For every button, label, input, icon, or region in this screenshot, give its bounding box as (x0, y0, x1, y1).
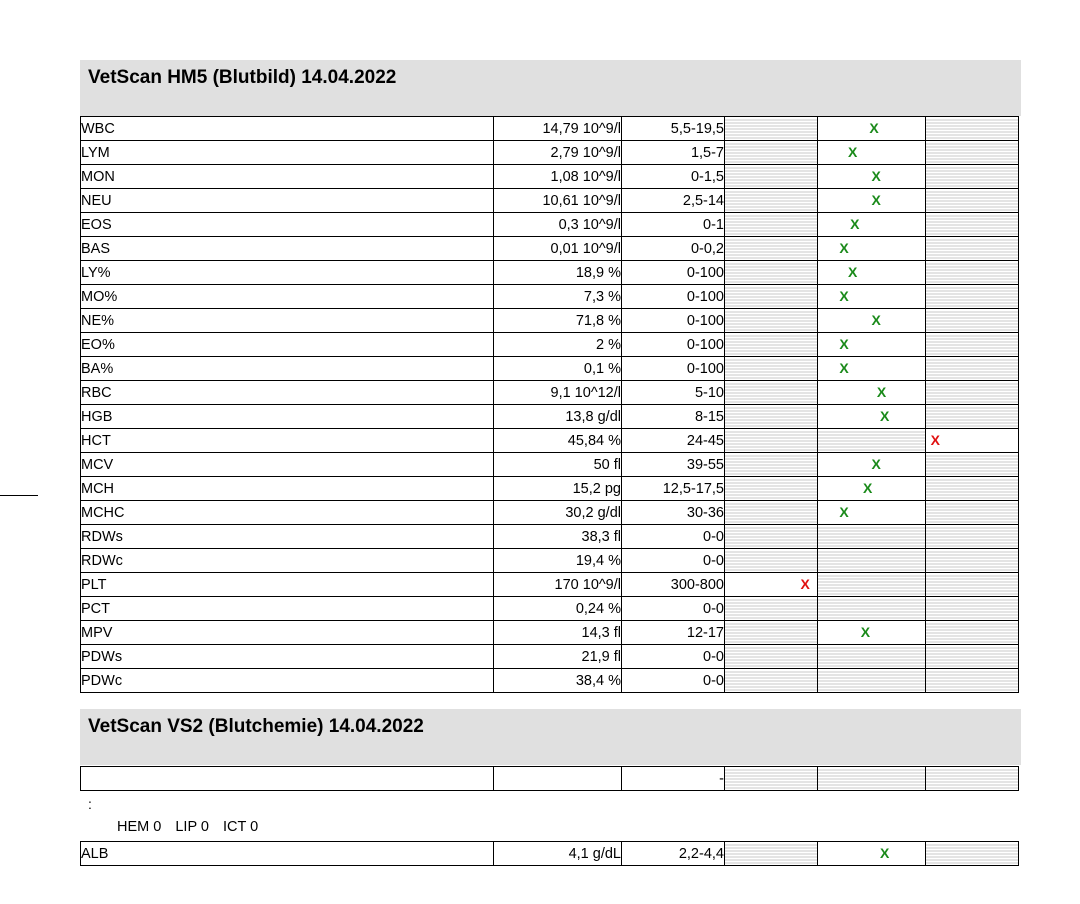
parameter-name: RBC (81, 381, 494, 405)
reference-range: 0-0 (622, 597, 725, 621)
hem-index: HEM 0 (117, 819, 162, 835)
reference-range: 39-55 (622, 453, 725, 477)
vs2-blank-table (80, 766, 1019, 791)
range-band-high (926, 767, 1019, 791)
range-band-high (926, 357, 1019, 381)
range-band-normal (818, 621, 926, 645)
result-value: 0,1 % (494, 357, 622, 381)
sample-indices (117, 819, 268, 835)
range-band-normal (818, 669, 926, 693)
vs2-section-title: VetScan VS2 (Blutchemie) 14.04.2022 (88, 716, 424, 737)
result-value: 18,9 % (494, 261, 622, 285)
reference-range: 0-0 (622, 669, 725, 693)
range-band-low (725, 842, 818, 866)
range-band-low (725, 237, 818, 261)
range-band-low (725, 453, 818, 477)
range-band-high (926, 165, 1019, 189)
range-band-normal (818, 549, 926, 573)
parameter-name: BAS (81, 237, 494, 261)
range-band-low (725, 597, 818, 621)
result-marker: X (880, 408, 890, 424)
table-row (81, 261, 1019, 285)
parameter-name: PDWc (81, 669, 494, 693)
range-band-high (926, 285, 1019, 309)
parameter-name: RDWc (81, 549, 494, 573)
reference-range: 0-0 (622, 525, 725, 549)
range-band-high (926, 453, 1019, 477)
range-band-low (725, 141, 818, 165)
reference-range: - (622, 767, 725, 791)
reference-range: 0-0 (622, 549, 725, 573)
range-band-normal (818, 573, 926, 597)
range-band-high (926, 213, 1019, 237)
range-band-high (926, 381, 1019, 405)
parameter-name: PCT (81, 597, 494, 621)
range-band-low (725, 261, 818, 285)
result-marker: X (839, 288, 849, 304)
range-band-normal (818, 405, 926, 429)
range-band-normal (818, 525, 926, 549)
range-band-high (926, 597, 1019, 621)
range-band-normal (818, 501, 926, 525)
result-value: 19,4 % (494, 549, 622, 573)
result-marker: X (871, 456, 881, 472)
parameter-name: EO% (81, 333, 494, 357)
result-value: 4,1 g/dL (494, 842, 622, 866)
result-marker: X (800, 576, 810, 592)
range-band-high (926, 621, 1019, 645)
parameter-name: MCV (81, 453, 494, 477)
range-band-low (725, 333, 818, 357)
range-band-high (926, 405, 1019, 429)
table-row (81, 621, 1019, 645)
table-row (81, 453, 1019, 477)
range-band-high (926, 141, 1019, 165)
parameter-name: MON (81, 165, 494, 189)
range-band-high (926, 429, 1019, 453)
range-band-low (725, 621, 818, 645)
range-band-high (926, 501, 1019, 525)
range-band-normal (818, 165, 926, 189)
result-marker: X (839, 504, 849, 520)
reference-range: 2,5-14 (622, 189, 725, 213)
hm5-section-title: VetScan HM5 (Blutbild) 14.04.2022 (88, 67, 397, 88)
reference-range: 0-100 (622, 285, 725, 309)
parameter-name: HGB (81, 405, 494, 429)
parameter-name: EOS (81, 213, 494, 237)
result-value: 30,2 g/dl (494, 501, 622, 525)
reference-range: 0-100 (622, 333, 725, 357)
parameter-name: MO% (81, 285, 494, 309)
table-row (81, 285, 1019, 309)
reference-range: 300-800 (622, 573, 725, 597)
ict-index: ICT 0 (223, 819, 259, 835)
range-band-normal (818, 237, 926, 261)
result-marker: X (847, 264, 858, 280)
result-marker: X (876, 384, 887, 400)
range-band-low (725, 285, 818, 309)
parameter-name: BA% (81, 357, 494, 381)
result-value: 2 % (494, 333, 622, 357)
result-marker: X (869, 120, 879, 136)
table-row (81, 429, 1019, 453)
table-row (81, 549, 1019, 573)
table-row (81, 501, 1019, 525)
table-row (81, 645, 1019, 669)
parameter-name: RDWs (81, 525, 494, 549)
parameter-name: PDWs (81, 645, 494, 669)
table-row (81, 165, 1019, 189)
result-value: 9,1 10^12/l (494, 381, 622, 405)
result-value: 0,24 % (494, 597, 622, 621)
parameter-name: LY% (81, 261, 494, 285)
result-marker: X (839, 336, 849, 352)
range-band-high (926, 237, 1019, 261)
range-band-normal (818, 357, 926, 381)
reference-range: 30-36 (622, 501, 725, 525)
range-band-normal (818, 189, 926, 213)
parameter-name: PLT (81, 573, 494, 597)
range-band-high (926, 842, 1019, 866)
result-value: 45,84 % (494, 429, 622, 453)
range-band-normal (818, 842, 926, 866)
result-value (494, 767, 622, 791)
result-marker: X (839, 240, 849, 256)
table-row (81, 477, 1019, 501)
range-band-normal (818, 645, 926, 669)
range-band-high (926, 189, 1019, 213)
result-value: 15,2 pg (494, 477, 622, 501)
table-row (81, 141, 1019, 165)
result-marker: X (871, 192, 881, 208)
parameter-name: NE% (81, 309, 494, 333)
range-band-low (725, 381, 818, 405)
reference-range: 2,2-4,4 (622, 842, 725, 866)
range-band-high (926, 525, 1019, 549)
table-row (81, 213, 1019, 237)
result-value: 1,08 10^9/l (494, 165, 622, 189)
reference-range: 0-100 (622, 357, 725, 381)
result-value: 13,8 g/dl (494, 405, 622, 429)
parameter-name: WBC (81, 117, 494, 141)
result-marker: X (860, 624, 871, 640)
reference-range: 0-0,2 (622, 237, 725, 261)
result-marker: X (930, 432, 940, 448)
range-band-high (926, 477, 1019, 501)
result-value: 14,3 fl (494, 621, 622, 645)
reference-range: 12,5-17,5 (622, 477, 725, 501)
reference-range: 5-10 (622, 381, 725, 405)
result-marker: X (871, 312, 881, 328)
result-value: 21,9 fl (494, 645, 622, 669)
sample-info-label: : (88, 796, 92, 812)
parameter-name: MCHC (81, 501, 494, 525)
reference-range: 0-1,5 (622, 165, 725, 189)
range-band-normal (818, 261, 926, 285)
result-value: 2,79 10^9/l (494, 141, 622, 165)
vs2-results-table (80, 841, 1019, 866)
result-marker: X (880, 845, 890, 861)
range-band-normal (818, 767, 926, 791)
result-value: 38,4 % (494, 669, 622, 693)
range-band-normal (818, 309, 926, 333)
range-band-high (926, 645, 1019, 669)
table-row (81, 309, 1019, 333)
range-band-low (725, 767, 818, 791)
parameter-name: LYM (81, 141, 494, 165)
range-band-low (725, 669, 818, 693)
result-marker: X (850, 216, 860, 232)
result-value: 10,61 10^9/l (494, 189, 622, 213)
table-row (81, 333, 1019, 357)
parameter-name: ALB (81, 842, 494, 866)
range-band-normal (818, 333, 926, 357)
range-band-normal (818, 381, 926, 405)
range-band-low (725, 213, 818, 237)
range-band-normal (818, 453, 926, 477)
parameter-name: NEU (81, 189, 494, 213)
lip-index: LIP 0 (175, 819, 209, 835)
result-value: 14,79 10^9/l (494, 117, 622, 141)
table-row (81, 842, 1019, 866)
range-band-low (725, 549, 818, 573)
hm5-section-header (80, 60, 1021, 116)
result-value: 71,8 % (494, 309, 622, 333)
range-band-low (725, 501, 818, 525)
reference-range: 0-100 (622, 309, 725, 333)
vs2-section-header (80, 709, 1021, 765)
range-band-high (926, 117, 1019, 141)
range-band-high (926, 261, 1019, 285)
range-band-low (725, 477, 818, 501)
range-band-low (725, 573, 818, 597)
parameter-name: HCT (81, 429, 494, 453)
range-band-low (725, 189, 818, 213)
table-row (81, 767, 1019, 791)
range-band-normal (818, 213, 926, 237)
result-value: 38,3 fl (494, 525, 622, 549)
range-band-low (725, 165, 818, 189)
range-band-normal (818, 477, 926, 501)
table-row (81, 669, 1019, 693)
result-marker: X (839, 360, 849, 376)
result-marker: X (862, 480, 873, 496)
result-value: 50 fl (494, 453, 622, 477)
range-band-high (926, 309, 1019, 333)
range-band-low (725, 405, 818, 429)
table-row (81, 405, 1019, 429)
range-band-normal (818, 597, 926, 621)
range-band-low (725, 429, 818, 453)
range-band-normal (818, 285, 926, 309)
table-row (81, 573, 1019, 597)
table-row (81, 381, 1019, 405)
range-band-low (725, 309, 818, 333)
result-value: 0,3 10^9/l (494, 213, 622, 237)
table-row (81, 597, 1019, 621)
table-row (81, 525, 1019, 549)
table-row (81, 117, 1019, 141)
table-row (81, 357, 1019, 381)
range-band-low (725, 117, 818, 141)
reference-range: 5,5-19,5 (622, 117, 725, 141)
hm5-results-table (80, 116, 1019, 693)
table-row (81, 189, 1019, 213)
reference-range: 8-15 (622, 405, 725, 429)
table-row (81, 237, 1019, 261)
range-band-high (926, 549, 1019, 573)
range-band-high (926, 573, 1019, 597)
reference-range: 12-17 (622, 621, 725, 645)
range-band-low (725, 357, 818, 381)
reference-range: 24-45 (622, 429, 725, 453)
range-band-low (725, 525, 818, 549)
range-band-normal (818, 429, 926, 453)
reference-range: 0-0 (622, 645, 725, 669)
result-value: 7,3 % (494, 285, 622, 309)
range-band-high (926, 669, 1019, 693)
margin-rule (0, 495, 38, 496)
range-band-normal (818, 141, 926, 165)
result-value: 170 10^9/l (494, 573, 622, 597)
result-marker: X (847, 144, 858, 160)
result-marker: X (871, 168, 881, 184)
result-value: 0,01 10^9/l (494, 237, 622, 261)
range-band-normal (818, 117, 926, 141)
parameter-name (81, 767, 494, 791)
reference-range: 0-100 (622, 261, 725, 285)
reference-range: 0-1 (622, 213, 725, 237)
range-band-high (926, 333, 1019, 357)
parameter-name: MCH (81, 477, 494, 501)
range-band-low (725, 645, 818, 669)
reference-range: 1,5-7 (622, 141, 725, 165)
parameter-name: MPV (81, 621, 494, 645)
